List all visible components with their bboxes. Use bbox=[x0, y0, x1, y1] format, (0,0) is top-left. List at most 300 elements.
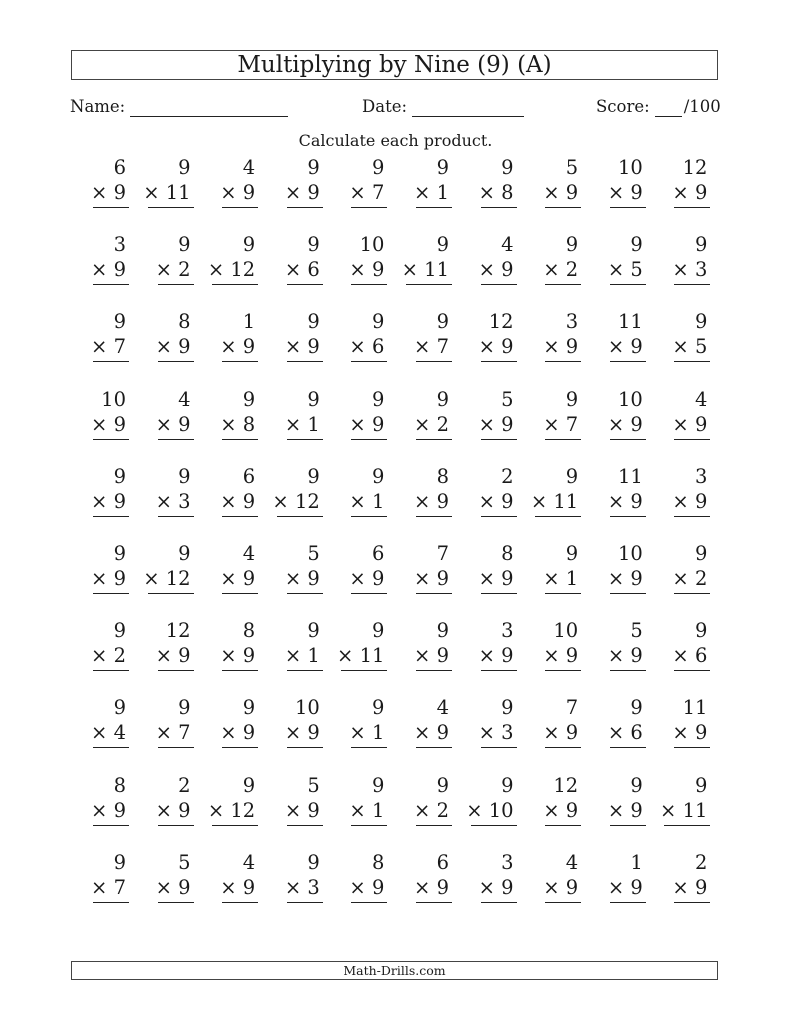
answer-line bbox=[287, 207, 323, 208]
multiplication-problem bbox=[523, 618, 585, 678]
times-sign: × bbox=[155, 489, 172, 513]
multiplier bbox=[136, 257, 198, 282]
multiplier bbox=[459, 798, 521, 823]
multiplier-value: 9 bbox=[694, 412, 708, 436]
multiplication-problem bbox=[588, 464, 650, 524]
multiplier bbox=[459, 875, 521, 900]
answer-line bbox=[674, 284, 710, 285]
multiplication-problem bbox=[523, 695, 585, 755]
times-sign: × bbox=[543, 644, 560, 668]
multiplication-problem bbox=[523, 541, 585, 601]
multiplicand: 5 bbox=[565, 156, 579, 179]
multiplier bbox=[394, 720, 456, 745]
multiplicand: 4 bbox=[242, 156, 256, 179]
multiplier-value: 12 bbox=[230, 798, 256, 822]
multiplication-problem bbox=[394, 541, 456, 601]
multiplication-problem bbox=[523, 155, 585, 215]
multiplicand: 9 bbox=[436, 773, 449, 797]
multiplication-problem bbox=[136, 850, 198, 910]
multiplication-problem bbox=[652, 309, 714, 369]
multiplier bbox=[200, 180, 262, 205]
multiplier bbox=[394, 566, 456, 591]
multiplier bbox=[71, 720, 133, 745]
multiplier-value: 9 bbox=[501, 567, 514, 590]
answer-line bbox=[158, 825, 194, 826]
multiplier bbox=[71, 412, 133, 437]
times-sign: × bbox=[91, 489, 108, 513]
multiplicand: 9 bbox=[242, 696, 256, 720]
multiplication-problem bbox=[652, 541, 714, 601]
times-sign: × bbox=[220, 412, 237, 436]
name-blank-line[interactable] bbox=[130, 100, 288, 117]
times-sign: × bbox=[543, 721, 560, 745]
answer-line bbox=[416, 361, 452, 362]
multiplier bbox=[136, 334, 198, 359]
multiplier bbox=[265, 257, 327, 282]
date-label: Date: bbox=[362, 97, 408, 116]
multiplicand: 9 bbox=[565, 542, 579, 565]
multiplication-problem bbox=[71, 387, 133, 447]
answer-line bbox=[158, 284, 194, 285]
multiplicand: 9 bbox=[630, 773, 643, 797]
multiplicand: 9 bbox=[694, 233, 708, 257]
multiplicand: 9 bbox=[371, 696, 385, 720]
times-sign: × bbox=[607, 181, 625, 204]
answer-line bbox=[535, 516, 581, 517]
times-sign: × bbox=[284, 798, 302, 822]
times-sign: × bbox=[284, 721, 302, 745]
multiplier bbox=[394, 489, 456, 514]
times-sign: × bbox=[91, 412, 108, 436]
times-sign: × bbox=[220, 335, 237, 359]
multiplicand: 11 bbox=[617, 310, 643, 334]
multiplier bbox=[523, 875, 585, 900]
multiplicand: 9 bbox=[307, 619, 320, 643]
multiplication-problem bbox=[71, 618, 133, 678]
multiplication-problem bbox=[523, 773, 585, 833]
multiplication-problem bbox=[459, 850, 521, 910]
multiplication-problem bbox=[265, 155, 327, 215]
multiplier bbox=[652, 875, 714, 900]
multiplier-value: 1 bbox=[371, 798, 385, 822]
multiplier bbox=[459, 643, 521, 668]
answer-line bbox=[93, 747, 129, 748]
multiplicand: 4 bbox=[501, 233, 514, 257]
multiplier bbox=[136, 798, 198, 823]
answer-line bbox=[481, 593, 517, 594]
multiplication-problem bbox=[652, 850, 714, 910]
times-sign: × bbox=[414, 721, 431, 745]
multiplication-problem bbox=[459, 232, 521, 292]
multiplier-value: 1 bbox=[371, 721, 385, 745]
multiplier bbox=[588, 334, 650, 359]
times-sign: × bbox=[401, 258, 418, 282]
multiplication-problem bbox=[265, 850, 327, 910]
times-sign: × bbox=[207, 258, 225, 282]
times-sign: × bbox=[607, 721, 625, 745]
multiplication-problem bbox=[71, 541, 133, 601]
answer-line bbox=[158, 439, 194, 440]
multiplier-value: 9 bbox=[113, 798, 126, 822]
multiplier bbox=[136, 720, 198, 745]
multiplier bbox=[200, 720, 262, 745]
multiplicand: 9 bbox=[113, 850, 126, 874]
multiplier-value: 9 bbox=[371, 567, 385, 590]
multiplier-value: 9 bbox=[501, 644, 514, 668]
multiplicand: 9 bbox=[501, 773, 514, 797]
multiplier-value: 9 bbox=[630, 567, 643, 590]
multiplier-value: 4 bbox=[113, 721, 126, 745]
answer-line bbox=[674, 747, 710, 748]
multiplicand: 8 bbox=[371, 850, 385, 874]
multiplier bbox=[652, 334, 714, 359]
times-sign: × bbox=[155, 721, 172, 745]
multiplication-problem bbox=[265, 232, 327, 292]
answer-line bbox=[341, 670, 387, 671]
answer-line bbox=[610, 825, 646, 826]
multiplier bbox=[588, 875, 650, 900]
multiplier-value: 6 bbox=[371, 335, 385, 359]
multiplication-problem bbox=[71, 695, 133, 755]
multiplicand: 10 bbox=[617, 542, 643, 565]
multiplication-problem bbox=[329, 309, 391, 369]
times-sign: × bbox=[155, 258, 172, 282]
multiplication-problem bbox=[652, 232, 714, 292]
multiplier-value: 1 bbox=[307, 412, 320, 436]
multiplier-value: 9 bbox=[307, 721, 320, 745]
multiplier-value: 9 bbox=[565, 798, 579, 822]
multiplication-problem bbox=[652, 618, 714, 678]
multiplier bbox=[265, 489, 327, 514]
answer-line bbox=[416, 593, 452, 594]
multiplication-problem bbox=[459, 464, 521, 524]
multiplication-problem bbox=[459, 155, 521, 215]
multiplication-problem bbox=[394, 387, 456, 447]
times-sign: × bbox=[91, 567, 108, 590]
times-sign: × bbox=[543, 798, 560, 822]
multiplier bbox=[329, 566, 391, 591]
multiplicand: 9 bbox=[501, 156, 514, 179]
multiplier bbox=[71, 643, 133, 668]
multiplicand: 9 bbox=[694, 773, 708, 797]
multiplication-problem bbox=[265, 464, 327, 524]
multiplier bbox=[136, 489, 198, 514]
multiplier bbox=[71, 257, 133, 282]
multiplier bbox=[523, 720, 585, 745]
times-sign: × bbox=[284, 335, 302, 359]
times-sign: × bbox=[220, 567, 237, 590]
times-sign: × bbox=[414, 181, 431, 204]
problem-row bbox=[71, 387, 718, 447]
score-blank-line[interactable] bbox=[655, 100, 682, 117]
multiplication-problem bbox=[71, 155, 133, 215]
multiplication-problem bbox=[459, 387, 521, 447]
multiplicand: 9 bbox=[694, 310, 708, 334]
multiplicand: 4 bbox=[694, 387, 708, 411]
problem-row bbox=[71, 309, 718, 369]
times-sign: × bbox=[672, 412, 689, 436]
times-sign: × bbox=[607, 489, 625, 513]
times-sign: × bbox=[220, 721, 237, 745]
multiplier-value: 9 bbox=[178, 875, 191, 899]
answer-line bbox=[222, 902, 258, 903]
answer-line bbox=[158, 516, 194, 517]
multiplier-value: 9 bbox=[113, 567, 126, 590]
times-sign: × bbox=[478, 335, 495, 359]
multiplier-value: 9 bbox=[436, 644, 449, 668]
multiplication-problem bbox=[459, 541, 521, 601]
multiplication-problem bbox=[588, 541, 650, 601]
multiplier bbox=[329, 643, 391, 668]
times-sign: × bbox=[284, 412, 302, 436]
multiplicand: 9 bbox=[436, 233, 449, 257]
multiplication-problem bbox=[394, 464, 456, 524]
times-sign: × bbox=[91, 798, 108, 822]
multiplier bbox=[523, 566, 585, 591]
multiplier-value: 7 bbox=[371, 181, 385, 204]
times-sign: × bbox=[91, 335, 108, 359]
multiplier bbox=[459, 412, 521, 437]
times-sign: × bbox=[91, 181, 108, 204]
multiplier bbox=[652, 798, 714, 823]
score-total: /100 bbox=[683, 97, 721, 116]
answer-line bbox=[287, 284, 323, 285]
answer-line bbox=[222, 361, 258, 362]
multiplication-problem bbox=[329, 618, 391, 678]
times-sign: × bbox=[349, 489, 366, 513]
multiplier bbox=[523, 643, 585, 668]
answer-line bbox=[351, 747, 387, 748]
multiplier bbox=[136, 875, 198, 900]
multiplicand: 5 bbox=[307, 773, 320, 797]
times-sign: × bbox=[155, 412, 172, 436]
answer-line bbox=[545, 670, 581, 671]
multiplicand: 9 bbox=[178, 696, 191, 720]
multiplier bbox=[652, 489, 714, 514]
multiplier bbox=[200, 489, 262, 514]
date-blank-line[interactable] bbox=[412, 100, 524, 117]
answer-line bbox=[222, 207, 258, 208]
multiplicand: 10 bbox=[617, 156, 643, 179]
answer-line bbox=[287, 593, 323, 594]
multiplier-value: 9 bbox=[113, 258, 126, 282]
multiplier bbox=[71, 798, 133, 823]
times-sign: × bbox=[607, 258, 625, 282]
multiplication-problem bbox=[265, 773, 327, 833]
multiplication-problem bbox=[394, 695, 456, 755]
times-sign: × bbox=[414, 567, 431, 590]
multiplication-problem bbox=[588, 773, 650, 833]
times-sign: × bbox=[207, 798, 225, 822]
times-sign: × bbox=[478, 258, 495, 282]
answer-line bbox=[158, 361, 194, 362]
multiplication-problem bbox=[136, 155, 198, 215]
name-label: Name: bbox=[70, 97, 126, 116]
answer-line bbox=[545, 825, 581, 826]
multiplicand: 2 bbox=[178, 773, 191, 797]
multiplier-value: 9 bbox=[178, 335, 191, 359]
multiplier bbox=[136, 412, 198, 437]
multiplication-problem bbox=[523, 464, 585, 524]
multiplication-problem bbox=[71, 464, 133, 524]
answer-line bbox=[481, 747, 517, 748]
multiplicand: 9 bbox=[565, 233, 579, 257]
times-sign: × bbox=[349, 335, 366, 359]
multiplier bbox=[71, 489, 133, 514]
multiplier-value: 7 bbox=[113, 335, 126, 359]
answer-line bbox=[93, 361, 129, 362]
multiplication-problem bbox=[200, 387, 262, 447]
multiplication-problem bbox=[136, 232, 198, 292]
multiplicand: 9 bbox=[436, 387, 449, 411]
multiplier-value: 9 bbox=[242, 644, 256, 668]
multiplication-problem bbox=[136, 464, 198, 524]
multiplier-value: 9 bbox=[630, 335, 643, 359]
answer-line bbox=[674, 516, 710, 517]
answer-line bbox=[212, 825, 258, 826]
multiplication-problem bbox=[523, 232, 585, 292]
multiplicand: 9 bbox=[178, 464, 191, 488]
multiplication-problem bbox=[200, 850, 262, 910]
score-label: Score: bbox=[596, 97, 650, 116]
answer-line bbox=[416, 439, 452, 440]
times-sign: × bbox=[349, 258, 366, 282]
multiplier-value: 9 bbox=[242, 181, 256, 204]
multiplier-value: 2 bbox=[565, 258, 579, 282]
answer-line bbox=[351, 439, 387, 440]
multiplication-problem bbox=[588, 155, 650, 215]
answer-line bbox=[222, 593, 258, 594]
multiplier bbox=[588, 643, 650, 668]
instructions: Calculate each product. bbox=[298, 131, 493, 150]
multiplier-value: 9 bbox=[178, 798, 191, 822]
multiplicand: 9 bbox=[178, 542, 191, 565]
answer-line bbox=[93, 284, 129, 285]
answer-line bbox=[351, 361, 387, 362]
multiplier-value: 1 bbox=[436, 181, 449, 204]
multiplier-value: 9 bbox=[371, 412, 385, 436]
multiplication-problem bbox=[329, 541, 391, 601]
multiplication-problem bbox=[459, 309, 521, 369]
multiplication-problem bbox=[588, 618, 650, 678]
answer-line bbox=[287, 902, 323, 903]
multiplier bbox=[394, 798, 456, 823]
answer-line bbox=[610, 439, 646, 440]
multiplication-problem bbox=[459, 618, 521, 678]
answer-line bbox=[664, 825, 710, 826]
multiplier-value: 2 bbox=[178, 258, 191, 282]
answer-line bbox=[481, 361, 517, 362]
multiplier-value: 5 bbox=[630, 258, 643, 282]
answer-line bbox=[351, 207, 387, 208]
multiplicand: 9 bbox=[307, 310, 320, 334]
multiplier-value: 9 bbox=[113, 181, 126, 204]
date-field bbox=[362, 97, 524, 117]
multiplier-value: 9 bbox=[630, 798, 643, 822]
answer-line bbox=[287, 670, 323, 671]
times-sign: × bbox=[478, 875, 495, 899]
multiplicand: 4 bbox=[242, 542, 256, 565]
multiplier-value: 11 bbox=[553, 489, 579, 513]
answer-line bbox=[610, 593, 646, 594]
multiplicand: 9 bbox=[242, 387, 256, 411]
multiplicand: 9 bbox=[565, 387, 579, 411]
multiplier-value: 9 bbox=[565, 644, 579, 668]
multiplicand: 11 bbox=[617, 464, 643, 488]
times-sign: × bbox=[155, 335, 172, 359]
multiplicand: 11 bbox=[682, 696, 708, 720]
multiplier-value: 9 bbox=[371, 875, 385, 899]
multiplier-value: 9 bbox=[242, 567, 256, 590]
answer-line bbox=[351, 825, 387, 826]
multiplier bbox=[394, 334, 456, 359]
multiplicand: 4 bbox=[436, 696, 449, 720]
footer-credit: Math-Drills.com bbox=[71, 961, 718, 980]
times-sign: × bbox=[155, 875, 172, 899]
multiplication-problem bbox=[200, 309, 262, 369]
multiplicand: 9 bbox=[307, 387, 320, 411]
multiplier bbox=[329, 720, 391, 745]
times-sign: × bbox=[284, 875, 302, 899]
answer-line bbox=[93, 670, 129, 671]
multiplicand: 9 bbox=[694, 542, 708, 565]
multiplication-problem bbox=[71, 309, 133, 369]
answer-line bbox=[93, 902, 129, 903]
multiplier-value: 9 bbox=[436, 721, 449, 745]
multiplier bbox=[652, 566, 714, 591]
multiplication-problem bbox=[652, 773, 714, 833]
answer-line bbox=[287, 825, 323, 826]
problem-row bbox=[71, 773, 718, 833]
times-sign: × bbox=[672, 644, 689, 668]
answer-line bbox=[287, 747, 323, 748]
times-sign: × bbox=[530, 489, 548, 513]
multiplier bbox=[523, 180, 585, 205]
multiplicand: 9 bbox=[113, 310, 126, 334]
multiplier-value: 9 bbox=[630, 875, 643, 899]
multiplier-value: 12 bbox=[294, 489, 320, 513]
multiplication-problem bbox=[265, 309, 327, 369]
answer-line bbox=[545, 902, 581, 903]
times-sign: × bbox=[414, 875, 431, 899]
multiplication-problem bbox=[136, 309, 198, 369]
multiplication-problem bbox=[329, 773, 391, 833]
multiplication-problem bbox=[265, 387, 327, 447]
multiplication-problem bbox=[265, 618, 327, 678]
multiplier-value: 9 bbox=[242, 489, 256, 513]
multiplicand: 3 bbox=[501, 850, 514, 874]
multiplier bbox=[588, 257, 650, 282]
answer-line bbox=[351, 516, 387, 517]
multiplicand: 3 bbox=[501, 619, 514, 643]
times-sign: × bbox=[284, 567, 302, 590]
times-sign: × bbox=[91, 644, 108, 668]
multiplier-value: 9 bbox=[501, 258, 514, 282]
multiplicand: 9 bbox=[436, 156, 449, 179]
answer-line bbox=[674, 670, 710, 671]
multiplier bbox=[588, 798, 650, 823]
problem-row bbox=[71, 695, 718, 755]
answer-line bbox=[416, 516, 452, 517]
times-sign: × bbox=[414, 335, 431, 359]
answer-line bbox=[481, 902, 517, 903]
times-sign: × bbox=[284, 258, 302, 282]
multiplier-value: 11 bbox=[165, 181, 191, 204]
multiplicand: 6 bbox=[436, 850, 449, 874]
times-sign: × bbox=[349, 721, 366, 745]
times-sign: × bbox=[607, 798, 625, 822]
multiplier-value: 9 bbox=[178, 412, 191, 436]
